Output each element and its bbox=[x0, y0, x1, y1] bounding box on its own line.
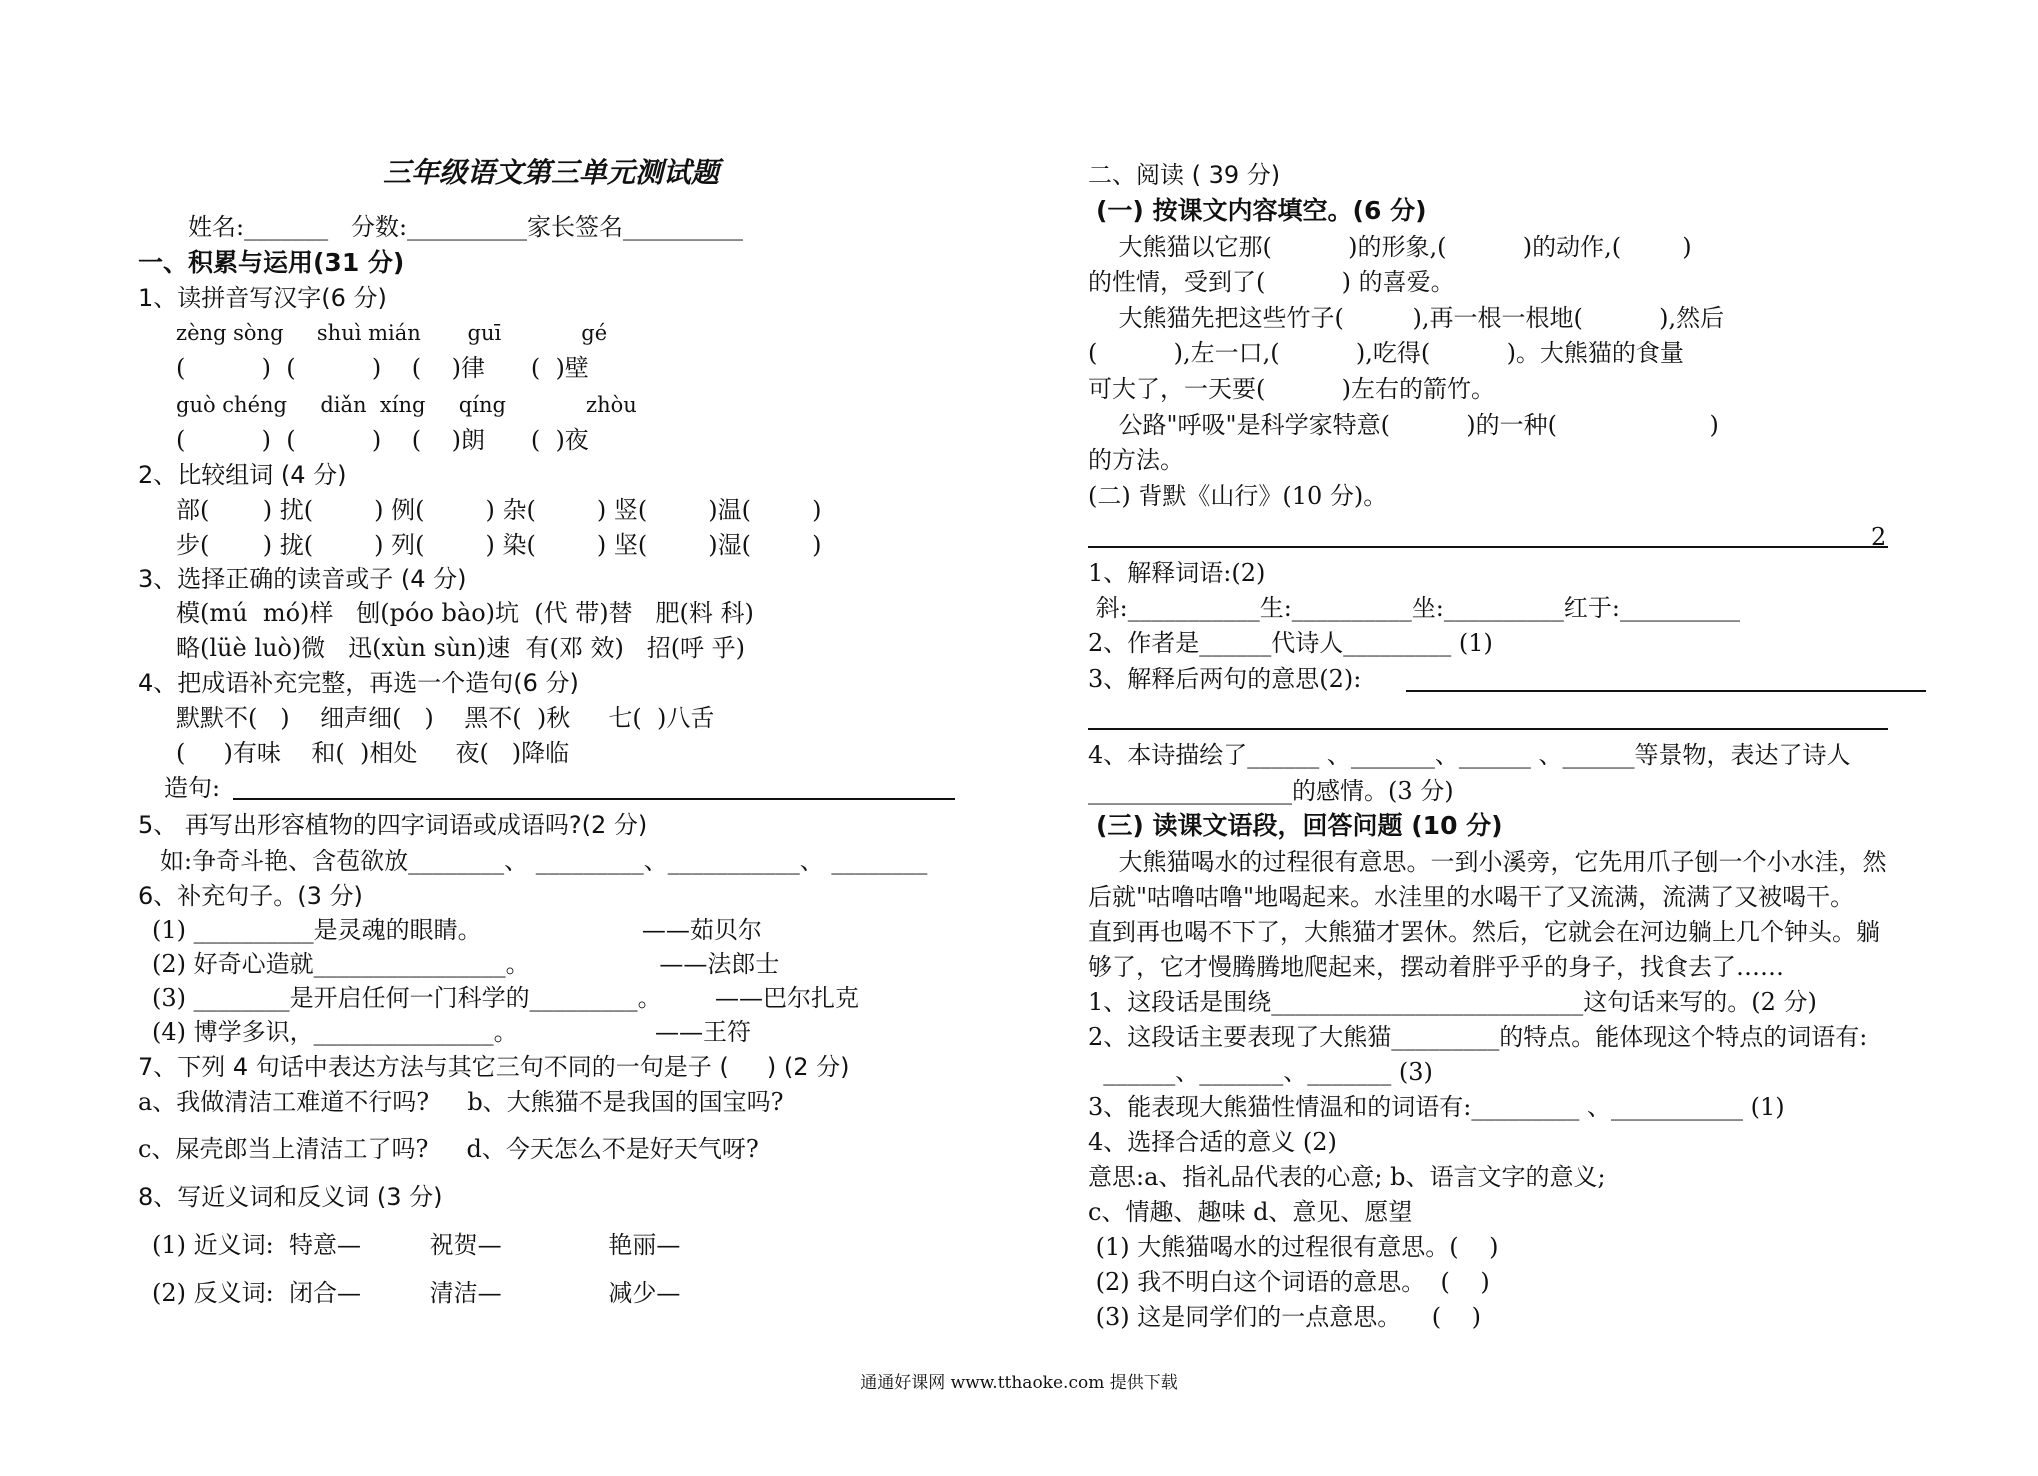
poem-meaning-line-2 bbox=[1088, 728, 1888, 730]
poem-answer-line bbox=[1088, 546, 1888, 548]
meaning-item-3: (3) 这是同学们的一点意思。 ( ) bbox=[1088, 1303, 1482, 1331]
pinyin-row-1: zèng sòng shuì mián guī gé bbox=[176, 321, 608, 345]
poem-line-number: 2 bbox=[1871, 523, 1887, 551]
question-8: 8、写近义词和反义词 (3 分) bbox=[138, 1183, 443, 1211]
question-3: 3、选择正确的读音或子 (4 分) bbox=[138, 565, 467, 593]
antonym-row: (2) 反义词: 闭合— 清洁— 减少— bbox=[152, 1279, 681, 1307]
idiom-row-2: ( )有味 和( )相处 夜( )降临 bbox=[176, 739, 570, 767]
quote-row-3: (3) ________是开启任何一门科学的_________。 ——巴尔扎克 bbox=[152, 984, 860, 1012]
meaning-options-2: c、情趣、趣味 d、意见、愿望 bbox=[1088, 1198, 1413, 1226]
plant-words-row: 如:争奇斗艳、含苞欲放________、 _________、___________、 ________ bbox=[160, 847, 928, 875]
fill-row-2: 的性情，受到了( ) 的喜爱。 bbox=[1088, 268, 1455, 296]
fill-row-4: ( ),左一口,( ),吃得( )。大熊猫的食量 bbox=[1088, 339, 1684, 367]
quote-row-4: (4) 博学多识，_______________。 ——王符 bbox=[152, 1018, 751, 1046]
poem-meaning-line-1 bbox=[1406, 690, 1926, 692]
compare-row-2: 步( ) 拢( ) 列( ) 染( ) 坚( )湿( ) bbox=[176, 531, 822, 559]
poem-question-3: 3、解释后两句的意思(2): bbox=[1088, 665, 1362, 693]
quote-row-1: (1) __________是灵魂的眼睛。 ——茹贝尔 bbox=[152, 916, 762, 944]
passage-line-4: 够了，它才慢腾腾地爬起来，摆动着胖乎乎的身子，找食去了…… bbox=[1088, 953, 1784, 981]
passage-question-1: 1、这段话是围绕__________________________这句话来写的。(2 分) bbox=[1088, 988, 1817, 1016]
page-title: 三年级语文第三单元测试题 bbox=[383, 156, 720, 189]
blank-row-1: ( ) ( ) ( )律 ( )壁 bbox=[176, 354, 589, 382]
passage-line-1: 大熊猫喝水的过程很有意思。一到小溪旁，它先用爪子刨一个小水洼，然 bbox=[1088, 848, 1887, 876]
question-1: 1、读拼音写汉字(6 分) bbox=[138, 284, 387, 312]
fill-row-3: 大熊猫先把这些竹子( ),再一根一根地( ),然后 bbox=[1088, 304, 1725, 332]
sentence-answer-line bbox=[233, 798, 955, 800]
fill-row-1: 大熊猫以它那( )的形象,( )的动作,( ) bbox=[1088, 233, 1692, 261]
reading-row-1: 模(mú mó)样 刨(póo bào)坑 (代 带)替 肥(料 科) bbox=[176, 599, 754, 627]
meaning-options-1: 意思:a、指礼品代表的心意; b、语言文字的意义; bbox=[1088, 1163, 1606, 1191]
fill-row-5: 可大了，一天要( )左右的箭竹。 bbox=[1088, 375, 1496, 403]
synonym-row: (1) 近义词: 特意— 祝贺— 艳丽— bbox=[152, 1231, 681, 1259]
meaning-item-1: (1) 大熊猫喝水的过程很有意思。( ) bbox=[1088, 1233, 1499, 1261]
choice-row-1: a、我做清洁工难道不行吗? b、大熊猫不是我国的国宝吗? bbox=[138, 1088, 784, 1116]
blank-row-2: ( ) ( ) ( )朗 ( )夜 bbox=[176, 426, 589, 454]
idiom-row-1: 默默不( ) 细声细( ) 黑不( )秋 七( )八舌 bbox=[176, 704, 715, 732]
section-1-heading: 一、积累与运用(31 分) bbox=[138, 248, 405, 277]
footer-credit: 通通好课网 www.tthaoke.com 提供下载 bbox=[860, 1373, 1178, 1393]
passage-question-2: 2、这段话主要表现了大熊猫_________的特点。能体现这个特点的词语有: bbox=[1088, 1023, 1868, 1051]
fill-row-7: 的方法。 bbox=[1088, 446, 1184, 474]
pinyin-row-2: guò chéng diǎn xíng qíng zhòu bbox=[176, 393, 637, 417]
sentence-label: 造句: bbox=[164, 774, 221, 802]
question-6: 6、补充句子。(3 分) bbox=[138, 882, 363, 910]
passage-question-3: 3、能表现大熊猫性情温和的词语有:_________ 、___________ (1) bbox=[1088, 1093, 1785, 1121]
question-2: 2、比较组词 (4 分) bbox=[138, 461, 347, 489]
part-1-heading: (一) 按课文内容填空。(6 分) bbox=[1096, 196, 1427, 225]
passage-line-3: 直到再也喝不下了，大熊猫才罢休。然后，它就会在河边躺上几个钟头。躺 bbox=[1088, 918, 1880, 946]
quote-row-2: (2) 好奇心造就________________。 ——法郎士 bbox=[152, 950, 780, 978]
poem-question-4-cont: _________________的感情。(3 分) bbox=[1088, 777, 1454, 805]
question-4: 4、把成语补充完整，再选一个造句(6 分) bbox=[138, 669, 579, 697]
poem-question-2: 2、作者是______代诗人_________ (1) bbox=[1088, 629, 1493, 657]
section-2-heading: 二、阅读 ( 39 分) bbox=[1088, 161, 1281, 189]
part-2-heading: (二) 背默《山行》(10 分)。 bbox=[1088, 482, 1388, 510]
reading-row-2: 略(lüè luò)微 迅(xùn sùn)速 有(邓 效) 招(呼 乎) bbox=[176, 634, 746, 662]
poem-word-explain-row: 斜:___________生:__________坐:__________红于:__________ bbox=[1088, 594, 1740, 622]
passage-question-4: 4、选择合适的意义 (2) bbox=[1088, 1128, 1337, 1156]
poem-question-4: 4、本诗描绘了______ 、_______、______ 、______等景物，表达了诗人 bbox=[1088, 741, 1851, 769]
student-info-line: 姓名:_______ 分数:__________家长签名__________ bbox=[188, 213, 744, 241]
meaning-item-2: (2) 我不明白这个词语的意思。 ( ) bbox=[1088, 1268, 1490, 1296]
compare-row-1: 部( ) 扰( ) 例( ) 杂( ) 竖( )温( ) bbox=[176, 496, 822, 524]
choice-row-2: c、屎壳郎当上清洁工了吗? d、今天怎么不是好天气呀? bbox=[138, 1135, 759, 1163]
fill-row-6: 公路"呼吸"是科学家特意( )的一种( ) bbox=[1088, 411, 1719, 439]
passage-question-2-cont: ______、_______、_______ (3) bbox=[1088, 1058, 1433, 1086]
question-7: 7、下列 4 句话中表达方法与其它三句不同的一句是子 ( ) (2 分) bbox=[138, 1053, 850, 1081]
part-3-heading: (三) 读课文语段，回答问题 (10 分) bbox=[1096, 811, 1503, 840]
passage-line-2: 后就"咕噜咕噜"地喝起来。水洼里的水喝干了又流满，流满了又被喝干。 bbox=[1088, 883, 1855, 911]
question-5: 5、 再写出形容植物的四字词语或成语吗?(2 分) bbox=[138, 811, 648, 839]
poem-question-1: 1、解释词语:(2) bbox=[1088, 559, 1266, 587]
